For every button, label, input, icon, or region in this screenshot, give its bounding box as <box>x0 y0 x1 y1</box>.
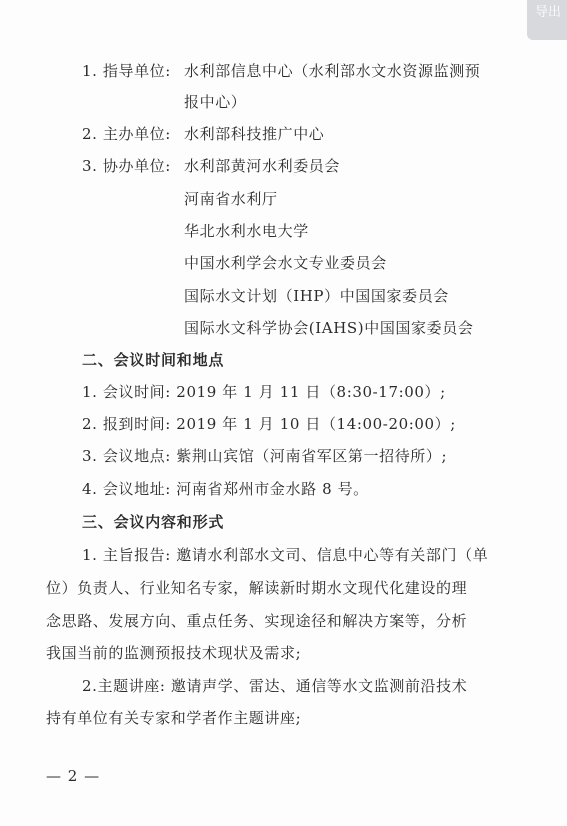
export-button[interactable]: 导出 <box>527 0 567 40</box>
meeting-venue-item: 3. 会议地点: 紫荆山宾馆（河南省军区第一招待所）; <box>82 447 448 465</box>
host-unit-value: 水利部科技推广中心 <box>184 125 325 143</box>
co-unit-item: 中国水利学会水文专业委员会 <box>184 254 387 272</box>
registration-time-item: 2. 报到时间: 2019 年 1 月 10 日（14:00-20:00）; <box>82 415 456 433</box>
keynote-paragraph-line: 念思路、发展方向、重点任务、实现途径和解决方案等，分析 <box>46 612 468 630</box>
page-number: — 2 — <box>46 767 101 785</box>
co-unit-label: 3. 协办单位: <box>82 157 171 175</box>
keynote-paragraph-line: 1. 主旨报告: 邀请水利部水文司、信息中心等有关部门（单 <box>82 546 489 564</box>
lecture-paragraph-line: 2.主题讲座: 邀请声学、雷达、通信等水文监测前沿技术 <box>82 677 468 695</box>
guide-unit-label: 1. 指导单位: <box>82 62 171 80</box>
co-unit-item: 华北水利水电大学 <box>184 222 309 240</box>
co-unit-item: 国际水文计划（IHP）中国国家委员会 <box>184 287 449 305</box>
keynote-paragraph-line: 我国当前的监测预报技术现状及需求; <box>46 644 302 662</box>
co-unit-item: 国际水文科学协会(IAHS)中国国家委员会 <box>184 319 474 337</box>
host-unit-label: 2. 主办单位: <box>82 125 171 143</box>
co-unit-item: 水利部黄河水利委员会 <box>184 157 341 175</box>
section-heading-time-place: 二、会议时间和地点 <box>82 351 225 369</box>
guide-unit-value-line1: 水利部信息中心（水利部水文水资源监测预 <box>184 62 481 80</box>
meeting-time-item: 1. 会议时间: 2019 年 1 月 11 日（8:30-17:00）; <box>82 383 446 401</box>
section-heading-content-format: 三、会议内容和形式 <box>82 513 225 531</box>
guide-unit-value-line2: 报中心） <box>184 93 247 111</box>
meeting-address-item: 4. 会议地址: 河南省郑州市金水路 8 号。 <box>82 480 369 498</box>
co-unit-item: 河南省水利厅 <box>184 190 278 208</box>
keynote-paragraph-line: 位）负责人、行业知名专家，解读新时期水文现代化建设的理 <box>46 579 468 597</box>
lecture-paragraph-line: 持有单位有关专家和学者作主题讲座; <box>46 709 302 727</box>
